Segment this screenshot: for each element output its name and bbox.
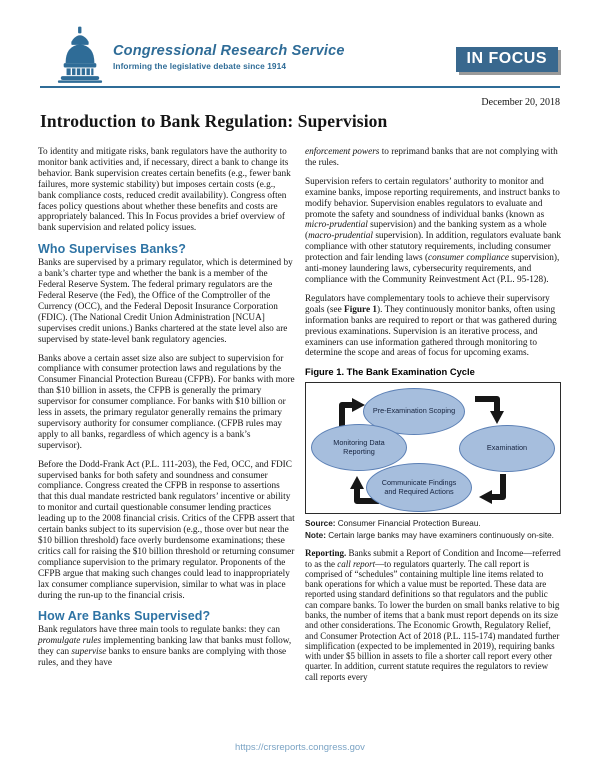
cycle-node-communicate-findings: Communicate Findings and Required Actions [366, 463, 472, 512]
crs-reports-link[interactable]: https://crsreports.congress.gov [235, 742, 365, 753]
paragraph-reporting: Reporting. Banks submit a Report of Condition and Income—referred to as the call report—to regulators quarterly. The call report is comprised of “schedules” containing multiple line items related to bank operations for which a value must be reported. These data are reported using standard definitions so that regulators and the public can compare banks. To lower the burden on small banks relative to big banks, the number of items that a bank must report depends on its size and other considerations. The Economic Growth, Regulatory Relief, and Consumer Protection Act of 2018 (P.L. 115-174) mandated further simplification (expected to be implemented in 2019), requiring banks with under $5 billion in assets to file a shorter call report every other quarter. In addition, current statute requires the regulators to review call reports every [305, 548, 561, 682]
paragraph-dodd-frank: Before the Dodd-Frank Act (P.L. 111-203), the Fed, OCC, and FDIC supervised banks for both safety and soundness and consumer compliance. Congress created the CFPB in response to assertions that this dual mandate restricted bank regulators’ incentive or ability to monitor and curtail questionable consumer lending practices leading up to the 2008 financial crisis. Critics of the CFPB assert that certain banks subject to its supervision (e.g., those over but near the $10 billion threshold) face overly burdensome examinations; these critics call for raising the $10 billion threshold or returning consumer compliance supervision to the primary regulator. Proponents of the CFPB argue that making such changes could lead to inappropriately lax consumer compliance supervision, similar to what was in place during the run-up to the financial crisis. [38, 459, 295, 601]
org-name: Congressional Research Service [113, 42, 345, 59]
figure-source-text: Consumer Financial Protection Bureau. [335, 519, 481, 529]
figure-source-label: Source: [305, 519, 336, 529]
figure-note [305, 530, 562, 541]
paragraph-intro: To identity and mitigate risks, bank regulators have the authority to monitor bank activities and, if necessary, direct a bank to change its behavior. Bank supervision creates certain benefits (e.g., fewer bank failures, more systemic stability) but imposes certain costs (e.g., bank compliance costs, reduced credit availability). Congress often faces policy questions about whether these benefits and costs are appropriately balanced. This In Focus provides a brief overview of bank supervision and related policy issues. [38, 147, 291, 234]
paragraph-supervision-definition: Supervision refers to certain regulators’ authority to monitor and examine banks, impose reporting requirements, and instruct banks to modify behavior. Supervision enables regulators to evaluate and promote the safety and soundness of individual banks (known as micro-prudential supervision) and the banking system as a whole (macro-prudential supervision). In addition, regulators evaluate bank compliance with other statutory requirements, including consumer protection and fair lending laws (consumer compliance supervision), anti-money laundering laws, cybersecurity requirements, and compliance with the Community Reinvestment Act (P.L. 95-128). [305, 176, 562, 285]
figure-title: Figure 1. The Bank Examination Cycle [305, 366, 475, 378]
paragraph-primary-regulator: Banks are supervised by a primary regulator, which is determined by a bank’s charter type and whether the bank is a member of the Federal Reserve System. The federal primary regulators are the Federal Reserve (the Fed), the Office of the Comptroller of the Currency (OCC), and the Federal Deposit Insurance Corporation (FDIC). (The National Credit Union Administration [NCUA] supervises credit unions.) Banks chartered at the state level also are supervised by state-level bank regulatory agencies. [38, 258, 293, 345]
left-column [38, 147, 295, 690]
heading-how-supervised: How Are Banks Supervised? [38, 609, 211, 624]
document-date: December 20, 2018 [481, 97, 560, 108]
bank-examination-cycle-diagram [305, 382, 561, 514]
cycle-node-examination: Examination [459, 425, 555, 472]
figure-note-text: Certain large banks may have examiners continuously on-site. [325, 531, 554, 541]
page-title: Introduction to Bank Regulation: Supervision [40, 111, 388, 131]
cycle-node-monitoring-data-reporting: Monitoring Data Reporting [311, 424, 407, 471]
org-tagline: Informing the legislative debate since 1914 [113, 60, 287, 71]
page-footer [0, 737, 600, 755]
cycle-node-pre-examination-scoping: Pre-Examination Scoping [363, 388, 465, 435]
header-rule [40, 86, 560, 88]
in-focus-badge: IN FOCUS [456, 47, 558, 72]
heading-who-supervises: Who Supervises Banks? [38, 242, 186, 257]
right-column [305, 147, 562, 690]
body-columns [38, 147, 562, 690]
crs-logo [56, 26, 345, 88]
figure-source [305, 518, 562, 529]
paragraph-enforcement: enforcement powers to reprimand banks that are not complying with the rules. [305, 147, 558, 168]
paragraph-three-tools: Bank regulators have three main tools to regulate banks: they can promulgate rules implementing banking law that banks must follow, they can supervise banks to ensure banks are complying with those rules, and they have [38, 625, 292, 669]
capitol-dome-icon [56, 26, 104, 88]
paragraph-complementary-tools: Regulators have complementary tools to achieve their supervisory goals (see Figure 1). They continuously monitor banks, often using information banks are required to report or that was gathered during previous examinations. Supervision is an iterative process, and examiners can use information gathered through monitoring to determine the scope and areas of focus for upcoming exams. [305, 293, 557, 359]
figure-note-label: Note: [305, 531, 326, 541]
paragraph-cfpb-supervision: Banks above a certain asset size also are subject to supervision for compliance with consumer protection laws and regulations by the Consumer Financial Protection Bureau (CFPB). For banks with more than $10 billion in assets, the CFPB is generally the primary supervisor for consumer compliance. For banks with $10 billion or less in assets, the primary regulator generally remains the primary supervisory authority for consumer compliance. (CFPB rules may apply to all banks, regardless of which agency is a bank’s supervisor). [38, 353, 295, 451]
